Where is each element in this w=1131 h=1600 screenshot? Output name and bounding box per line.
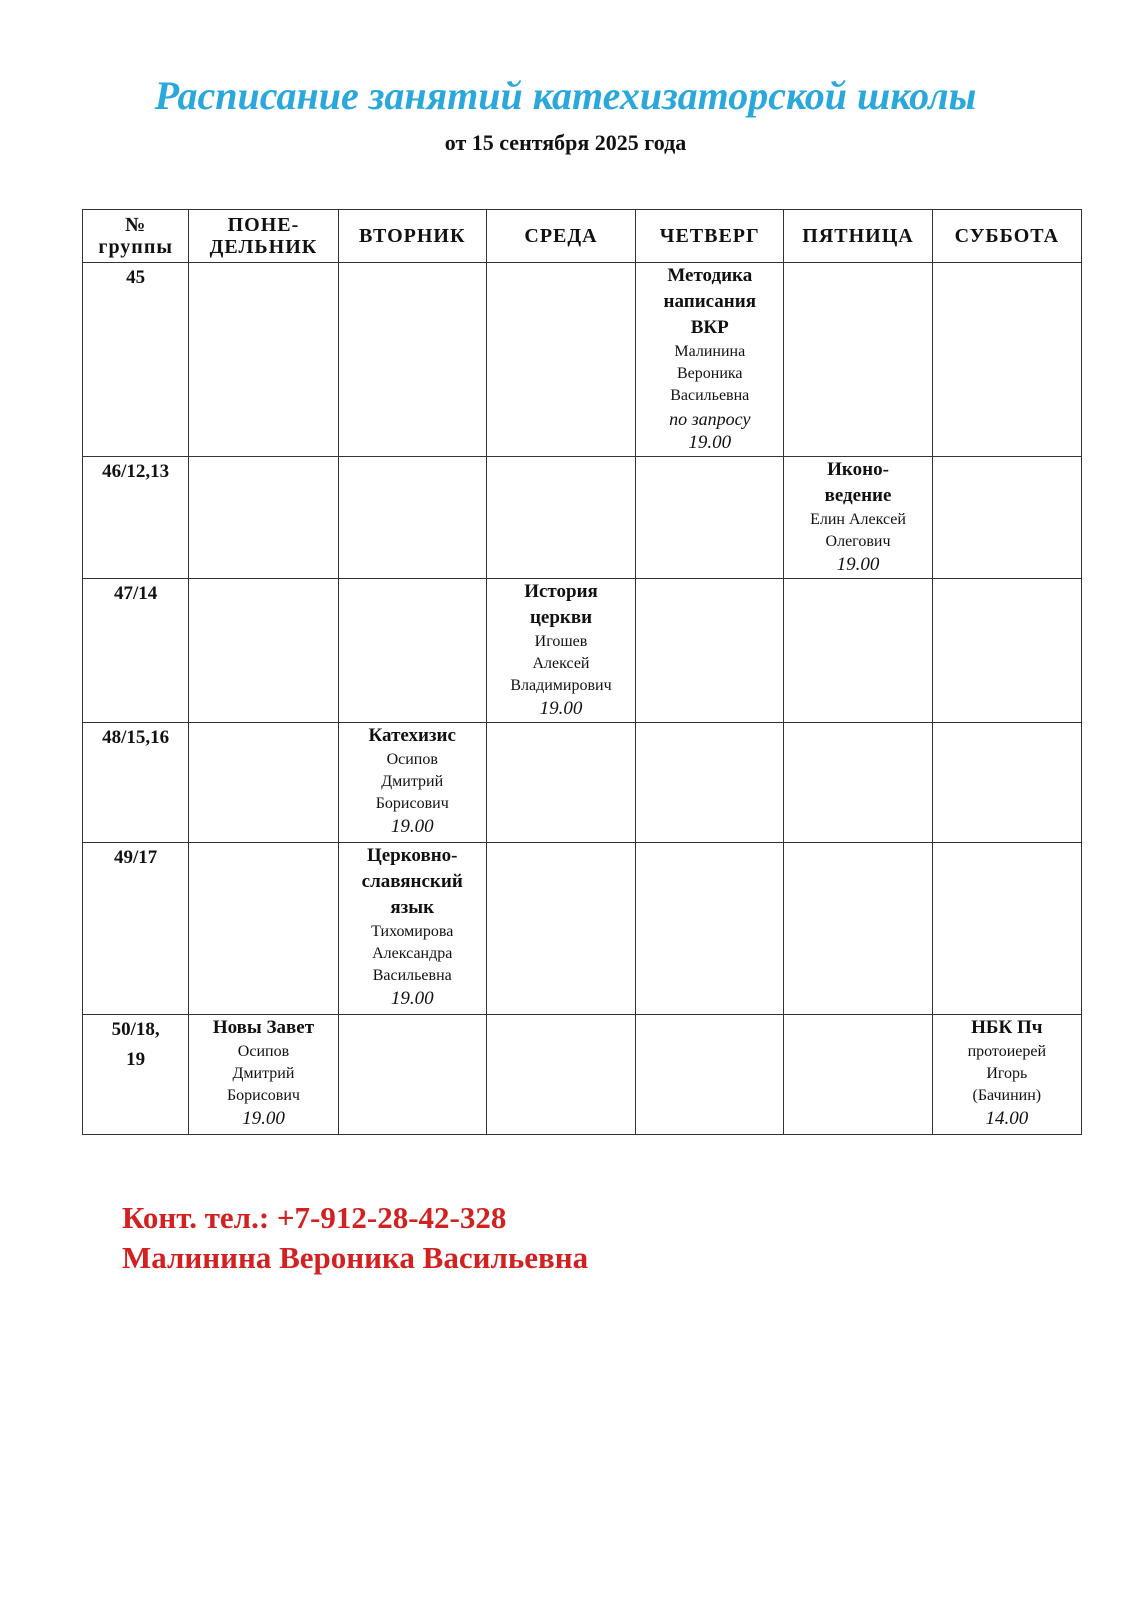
cell-monday [189,1015,338,1135]
header-monday-line1: ПОНЕ- [227,214,300,236]
teacher: Дмитрий [232,1065,295,1082]
cell-friday [784,723,932,843]
group-number: 45 [83,263,189,457]
time: 19.00 [390,816,434,837]
subject: язык [390,897,435,918]
cell-thursday [636,723,784,843]
subject: НБК Пч [971,1017,1043,1038]
group-number [83,1015,189,1135]
teacher: Борисович [226,1087,300,1104]
cell-wednesday [486,723,635,843]
subject: ВКР [690,317,729,338]
cell-monday [189,843,338,1015]
cell-tuesday [338,723,486,843]
header-wednesday: СРЕДА [486,210,635,263]
teacher: Вероника [677,365,743,382]
teacher: Васильевна [372,967,452,984]
teacher: Александра [372,945,453,962]
teacher: Алексей [532,655,590,672]
cell-saturday [932,1015,1081,1135]
teacher: Васильевна [670,387,750,404]
header-tuesday: ВТОРНИК [338,210,486,263]
teacher: Олегович [825,533,891,550]
cell-tuesday [338,263,486,457]
header-row [83,210,1082,263]
cell-wednesday [486,843,635,1015]
group-number: 47/14 [83,579,189,723]
subject: церкви [529,607,593,628]
subject: Новы Завет [212,1017,315,1038]
teacher: Осипов [386,751,438,768]
cell-monday [189,457,338,579]
cell-monday [189,723,338,843]
header-monday-line2: ДЕЛЬНИК [209,236,318,258]
cell-friday [784,263,932,457]
teacher: (Бачинин) [972,1087,1042,1104]
cell-saturday [932,579,1081,723]
subject: Иконо- [827,459,889,480]
teacher: Елин Алексей [810,511,906,528]
table-row [83,843,1082,1015]
subject: славянский [361,871,463,892]
group-number: 48/15,16 [83,723,189,843]
cell-friday [784,457,932,579]
cell-saturday [932,843,1081,1015]
time: 19.00 [688,432,732,453]
header-thursday: ЧЕТВЕРГ [636,210,784,263]
teacher: Игошев [534,633,588,650]
contact-person: Малинина Вероника Васильевна [122,1240,589,1275]
time: 19.00 [836,554,880,575]
header-group [83,210,189,263]
cell-thursday [636,457,784,579]
teacher: Тихомирова [371,923,454,940]
time: 19.00 [390,988,434,1009]
cell-wednesday [486,263,635,457]
cell-saturday [932,457,1081,579]
table-row [83,1015,1082,1135]
subject: Катехизис [368,725,456,746]
cell-tuesday [338,843,486,1015]
cell-friday [784,579,932,723]
cell-thursday [636,263,784,457]
cell-thursday [636,843,784,1015]
teacher: Владимирович [510,677,612,694]
teacher: Осипов [237,1043,290,1060]
header-friday: ПЯТНИЦА [784,210,932,263]
cell-thursday [636,1015,784,1135]
time: 19.00 [242,1108,285,1129]
cell-saturday [932,723,1081,843]
header-group-line1: № [125,214,147,236]
table-row [83,263,1082,457]
group-number: 49/17 [83,843,189,1015]
cell-wednesday [486,457,635,579]
table-row [83,723,1082,843]
cell-friday [784,843,932,1015]
page-subtitle: от 15 сентября 2025 года [444,130,687,155]
group-number-line1: 50/18, [111,1019,160,1040]
teacher: Борисович [375,795,449,812]
teacher: Малинина [674,343,746,360]
teacher: Игорь [986,1065,1028,1082]
page-title: Расписание занятий катехизаторской школы [154,73,977,118]
cell-saturday [932,263,1081,457]
subject: написания [663,291,756,312]
cell-tuesday [338,579,486,723]
time: 19.00 [539,698,583,719]
subject: ведение [824,485,892,506]
cell-tuesday [338,457,486,579]
cell-tuesday [338,1015,486,1135]
note: по запросу [669,409,751,429]
subject: Церковно- [366,845,458,866]
cell-monday [189,579,338,723]
group-number-line2: 19 [126,1049,146,1070]
schedule-table [82,209,1082,1135]
header-monday [189,210,338,263]
contact-phone[interactable]: Конт. тел.: +7-912-28-42-328 [122,1200,507,1235]
cell-thursday [636,579,784,723]
table-row [83,457,1082,579]
contact-block [122,1198,588,1278]
subject: История [524,581,598,602]
cell-wednesday [486,579,635,723]
teacher: Дмитрий [381,773,444,790]
cell-wednesday [486,1015,635,1135]
group-number: 46/12,13 [83,457,189,579]
cell-friday [784,1015,932,1135]
header-group-line2: группы [98,236,173,258]
header-saturday: СУББОТА [932,210,1081,263]
teacher: протоиерей [967,1043,1047,1060]
cell-monday [189,263,338,457]
time: 14.00 [985,1108,1029,1129]
subject: Методика [667,265,753,286]
table-row [83,579,1082,723]
